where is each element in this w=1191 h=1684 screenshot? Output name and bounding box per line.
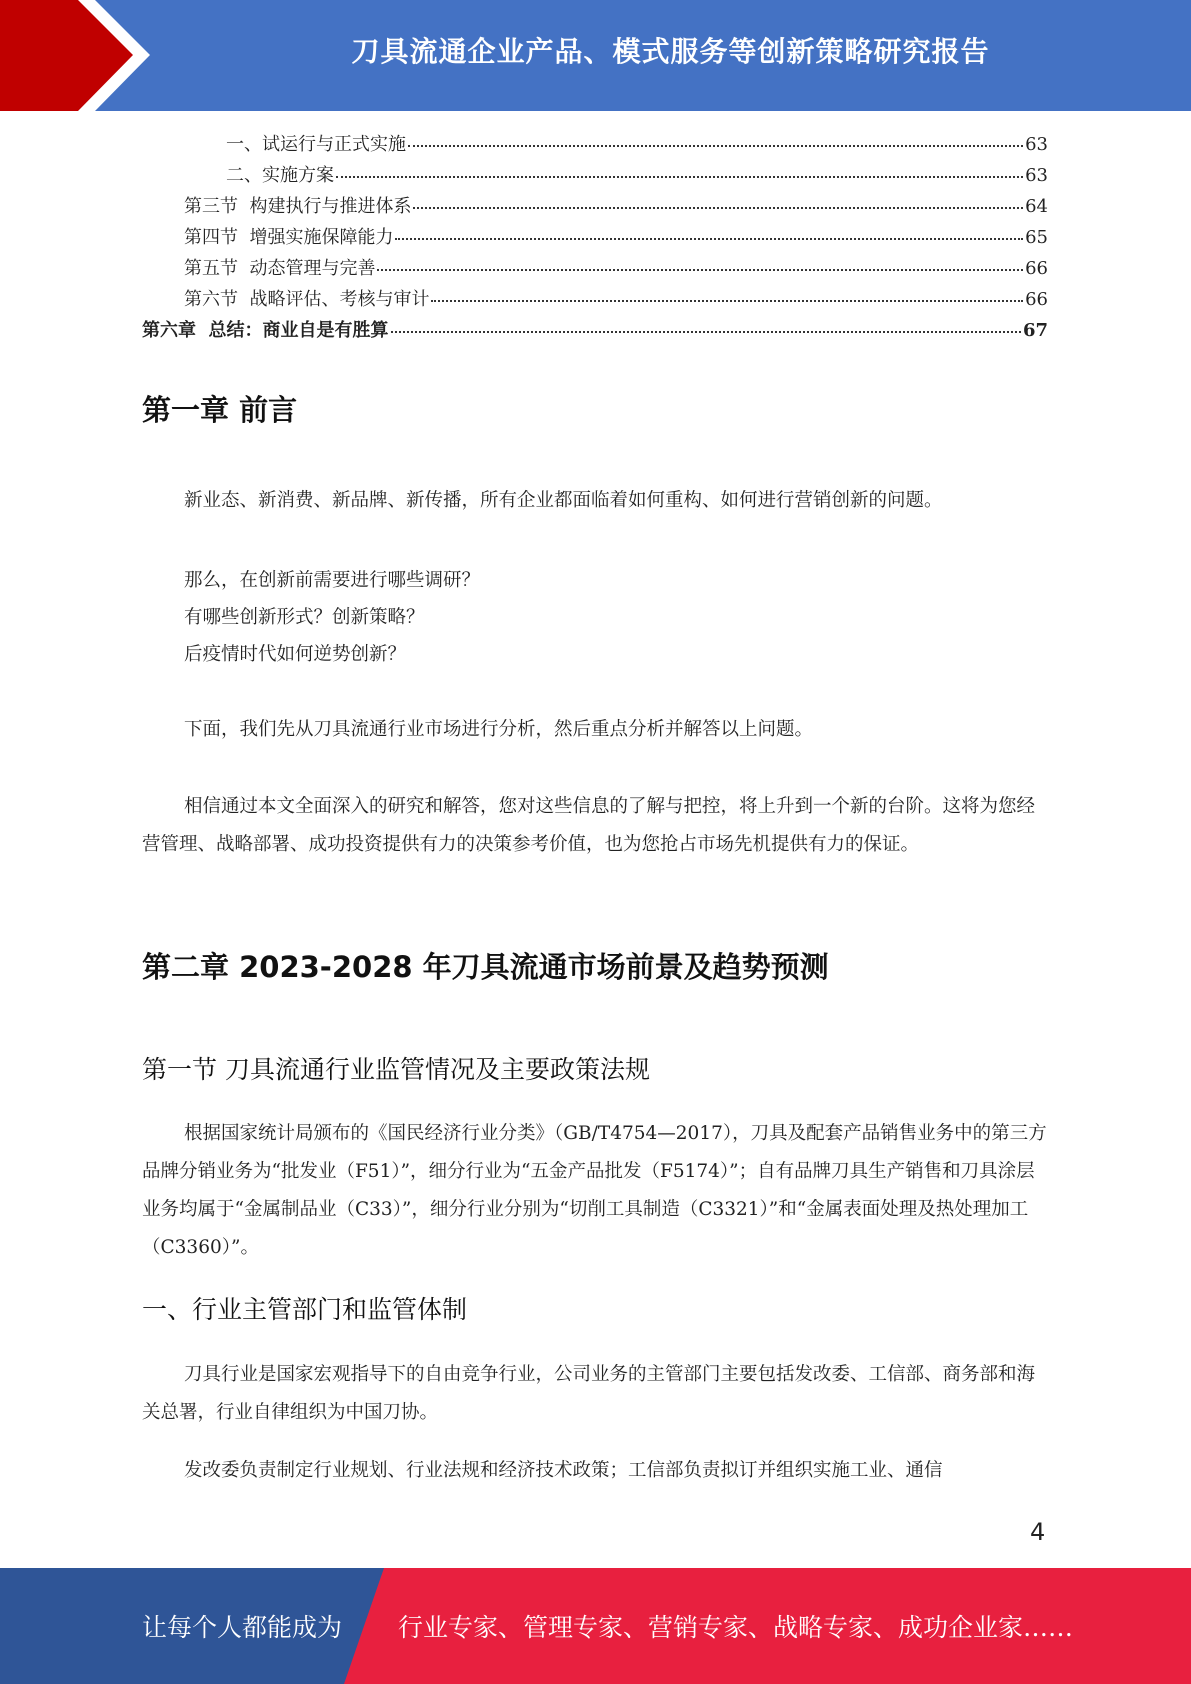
toc-entry[interactable]	[142, 285, 1048, 316]
paragraph: 新业态、新消费、新品牌、新传播，所有企业都面临着如何重构、如何进行营销创新的问题。	[184, 490, 943, 511]
question-line: 后疫情时代如何逆势创新？	[184, 644, 407, 665]
toc-entry-label: 第三节 构建执行与推进体系	[184, 196, 412, 217]
toc-entry[interactable]	[142, 316, 1048, 347]
toc-leader-dots	[413, 206, 1023, 209]
footer-slogan-left: 让每个人都能成为	[142, 1613, 343, 1642]
toc-entry[interactable]	[142, 223, 1048, 254]
toc-leader-dots	[391, 330, 1021, 333]
chapter-heading: 第二章 2023-2028 年刀具流通市场前景及趋势预测	[142, 950, 829, 984]
toc-entry[interactable]	[142, 161, 1048, 192]
footer-slogan-right: 行业专家、管理专家、营销专家、战略专家、成功企业家……	[398, 1613, 1074, 1642]
paragraph: 发改委负责制定行业规划、行业法规和经济技术政策；工信部负责拟订并组织实施工业、通信	[184, 1460, 943, 1481]
toc-entry-page: 66	[1025, 289, 1048, 310]
toc-leader-dots	[431, 299, 1023, 302]
paragraph: 刀具行业是国家宏观指导下的自由竞争行业，公司业务的主管部门主要包括发改委、工信部、商务部和海关总署，行业自律组织为中国刀协。	[142, 1364, 1036, 1423]
toc-entry-label: 一、试运行与正式实施	[226, 134, 406, 155]
page-number: 4	[1030, 1518, 1046, 1546]
toc-entry-label: 第六节 战略评估、考核与审计	[184, 289, 430, 310]
toc-entry-label: 第四节 增强实施保障能力	[184, 227, 394, 248]
toc-entry[interactable]	[142, 254, 1048, 285]
footer-banner	[0, 1568, 1191, 1684]
section-heading: 第一节 刀具流通行业监管情况及主要政策法规	[142, 1055, 650, 1084]
toc-entry[interactable]	[142, 192, 1048, 223]
paragraph: 根据国家统计局颁布的《国民经济行业分类》（GB/T4754—2017），刀具及配套产品销售业务中的第三方品牌分销业务为“批发业（F51）”，细分行业为“五金产品批发（F5174）”；自有品牌刀具生产销售和刀具涂层业务均属于“金属制品业（C33）”，细分行业分别为“切削工具制造（C3321）”和“金属表面处理及热处理加工（C3360）”。	[142, 1123, 1047, 1258]
toc-leader-dots	[395, 237, 1023, 240]
paragraph: 下面，我们先从刀具流通行业市场进行分析，然后重点分析并解答以上问题。	[184, 719, 814, 740]
toc-entry-page: 63	[1025, 165, 1048, 186]
paragraph: 相信通过本文全面深入的研究和解答，您对这些信息的了解与把控，将上升到一个新的台阶。这将为您经营管理、战略部署、成功投资提供有力的决策参考价值，也为您抢占市场先机提供有力的保证。	[142, 796, 1036, 855]
chapter-heading: 第一章 前言	[142, 393, 298, 427]
toc-leader-dots	[408, 144, 1023, 147]
report-title: 刀具流通企业产品、模式服务等创新策略研究报告	[351, 35, 990, 68]
toc-entry-page: 64	[1025, 196, 1048, 217]
table-of-contents	[142, 130, 1048, 347]
toc-entry-page: 66	[1025, 258, 1048, 279]
header-banner	[0, 0, 1191, 111]
toc-entry-page: 65	[1025, 227, 1048, 248]
toc-entry-page: 67	[1022, 320, 1048, 341]
question-line: 那么，在创新前需要进行哪些调研？	[184, 570, 481, 591]
toc-entry-page: 63	[1025, 134, 1048, 155]
toc-entry-label: 第五节 动态管理与完善	[184, 258, 376, 279]
question-line: 有哪些创新形式？创新策略？	[184, 607, 425, 628]
toc-entry-label: 第六章 总结：商业自是有胜算	[142, 320, 389, 341]
toc-entry[interactable]	[142, 130, 1048, 161]
toc-leader-dots	[377, 268, 1023, 271]
toc-leader-dots	[336, 175, 1023, 178]
toc-entry-label: 二、实施方案	[226, 165, 334, 186]
subsection-heading: 一、行业主管部门和监管体制	[142, 1295, 468, 1324]
